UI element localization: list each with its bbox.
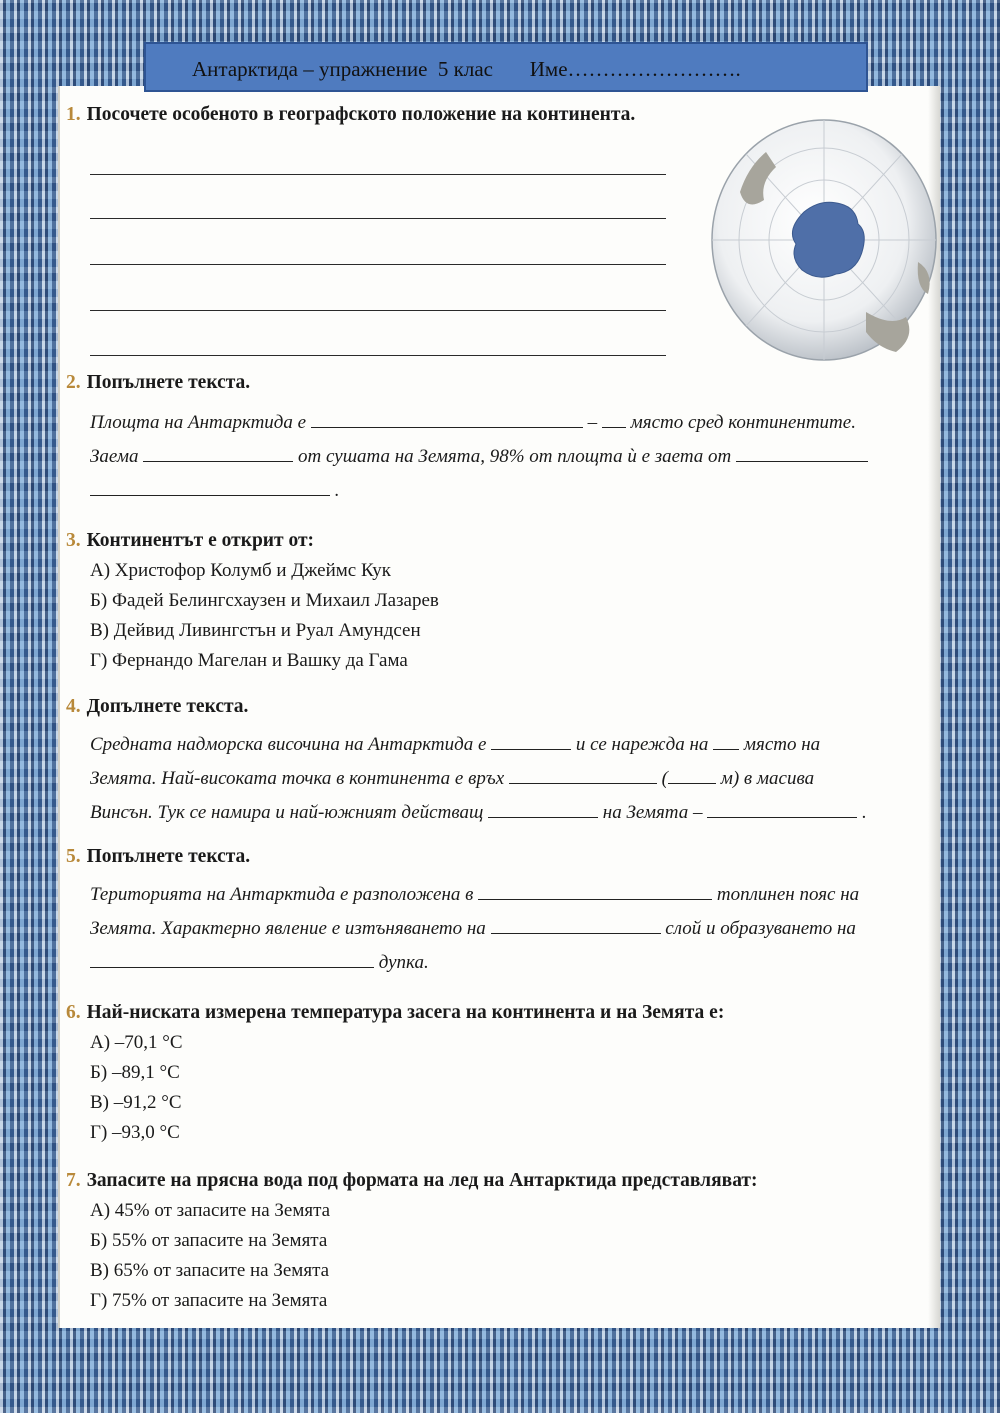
blank-field[interactable]	[90, 950, 374, 968]
question-2	[66, 372, 926, 508]
answer-option[interactable]: А) –70,1 °С	[90, 1032, 183, 1053]
answer-line[interactable]	[90, 174, 666, 175]
answer-option[interactable]: Б) Фадей Белингсхаузен и Михаил Лазарев	[90, 590, 439, 611]
antarctica-globe-icon	[706, 112, 946, 382]
question-5	[66, 846, 926, 980]
question-title: Континентът е открит от:	[86, 530, 315, 551]
answer-option[interactable]: А) 45% от запасите на Земята	[90, 1200, 331, 1221]
question-number: 2.	[66, 372, 81, 393]
fill-in-text: Територията на Антарктида е разположена в топлинен пояс на Земята. Характерно явление е изтъняването на слой и образуването на дупка.	[66, 878, 926, 980]
question-title: Попълнете текста.	[86, 372, 251, 393]
answer-option[interactable]: В) Дейвид Ливингстън и Руал Амундсен	[90, 620, 421, 641]
question-number: 5.	[66, 846, 81, 867]
answer-line[interactable]	[90, 218, 666, 219]
question-title: Запасите на прясна вода под формата на лед на Антарктида представляват:	[86, 1170, 758, 1191]
blank-field[interactable]	[602, 410, 626, 428]
question-3	[66, 530, 439, 672]
question-title: Посочете особеното в географското положение на континента.	[86, 104, 636, 125]
answer-option[interactable]: Г) –93,0 °С	[90, 1122, 180, 1143]
question-title: Допълнете текста.	[86, 696, 249, 717]
header-banner	[144, 42, 868, 92]
answer-option[interactable]: В) –91,2 °С	[90, 1092, 182, 1113]
question-6	[66, 1002, 724, 1144]
answer-option[interactable]: Г) 75% от запасите на Земята	[90, 1290, 328, 1311]
question-title: Попълнете текста.	[86, 846, 251, 867]
blank-field[interactable]	[143, 444, 293, 462]
question-title: Най-ниската измерена температура засега на континента и на Земята е:	[86, 1002, 725, 1023]
blank-field[interactable]	[491, 916, 661, 934]
answer-option[interactable]: Б) –89,1 °С	[90, 1062, 180, 1083]
question-number: 6.	[66, 1002, 81, 1023]
question-1	[66, 104, 635, 126]
blank-field[interactable]	[478, 882, 712, 900]
blank-field[interactable]	[736, 444, 868, 462]
blank-field[interactable]	[488, 800, 598, 818]
blank-field[interactable]	[713, 732, 739, 750]
fill-in-text: Средната надморска височина на Антарктида е и се нарежда на място на Земята. Най-високата точка в континента е връх ( м) в масива Винсън. Тук се намира и най-южният действащ на Земята – .	[66, 728, 926, 830]
blank-field[interactable]	[509, 766, 657, 784]
name-field-label: Име…………………….	[529, 57, 741, 81]
question-number: 4.	[66, 696, 81, 717]
answer-line[interactable]	[90, 355, 666, 356]
question-number: 3.	[66, 530, 81, 551]
answer-option[interactable]: А) Христофор Колумб и Джеймс Кук	[90, 560, 391, 581]
question-number: 7.	[66, 1170, 81, 1191]
question-7	[66, 1170, 758, 1312]
blank-field[interactable]	[90, 478, 330, 496]
answer-option[interactable]: Г) Фернандо Магелан и Вашку да Гама	[90, 650, 408, 671]
question-number: 1.	[66, 104, 81, 125]
worksheet-title: Антарктида – упражнение 5 клас	[192, 57, 494, 81]
answer-line[interactable]	[90, 310, 666, 311]
blank-field[interactable]	[668, 766, 716, 784]
question-4	[66, 696, 926, 830]
answer-option[interactable]: В) 65% от запасите на Земята	[90, 1260, 330, 1281]
blank-field[interactable]	[491, 732, 571, 750]
blank-field[interactable]	[707, 800, 857, 818]
answer-option[interactable]: Б) 55% от запасите на Земята	[90, 1230, 328, 1251]
answer-line[interactable]	[90, 264, 666, 265]
blank-field[interactable]	[311, 410, 583, 428]
fill-in-text: Площта на Антарктида е – място сред континентите. Заема от сушата на Земята, 98% от площта ѝ е заета от .	[66, 406, 926, 508]
